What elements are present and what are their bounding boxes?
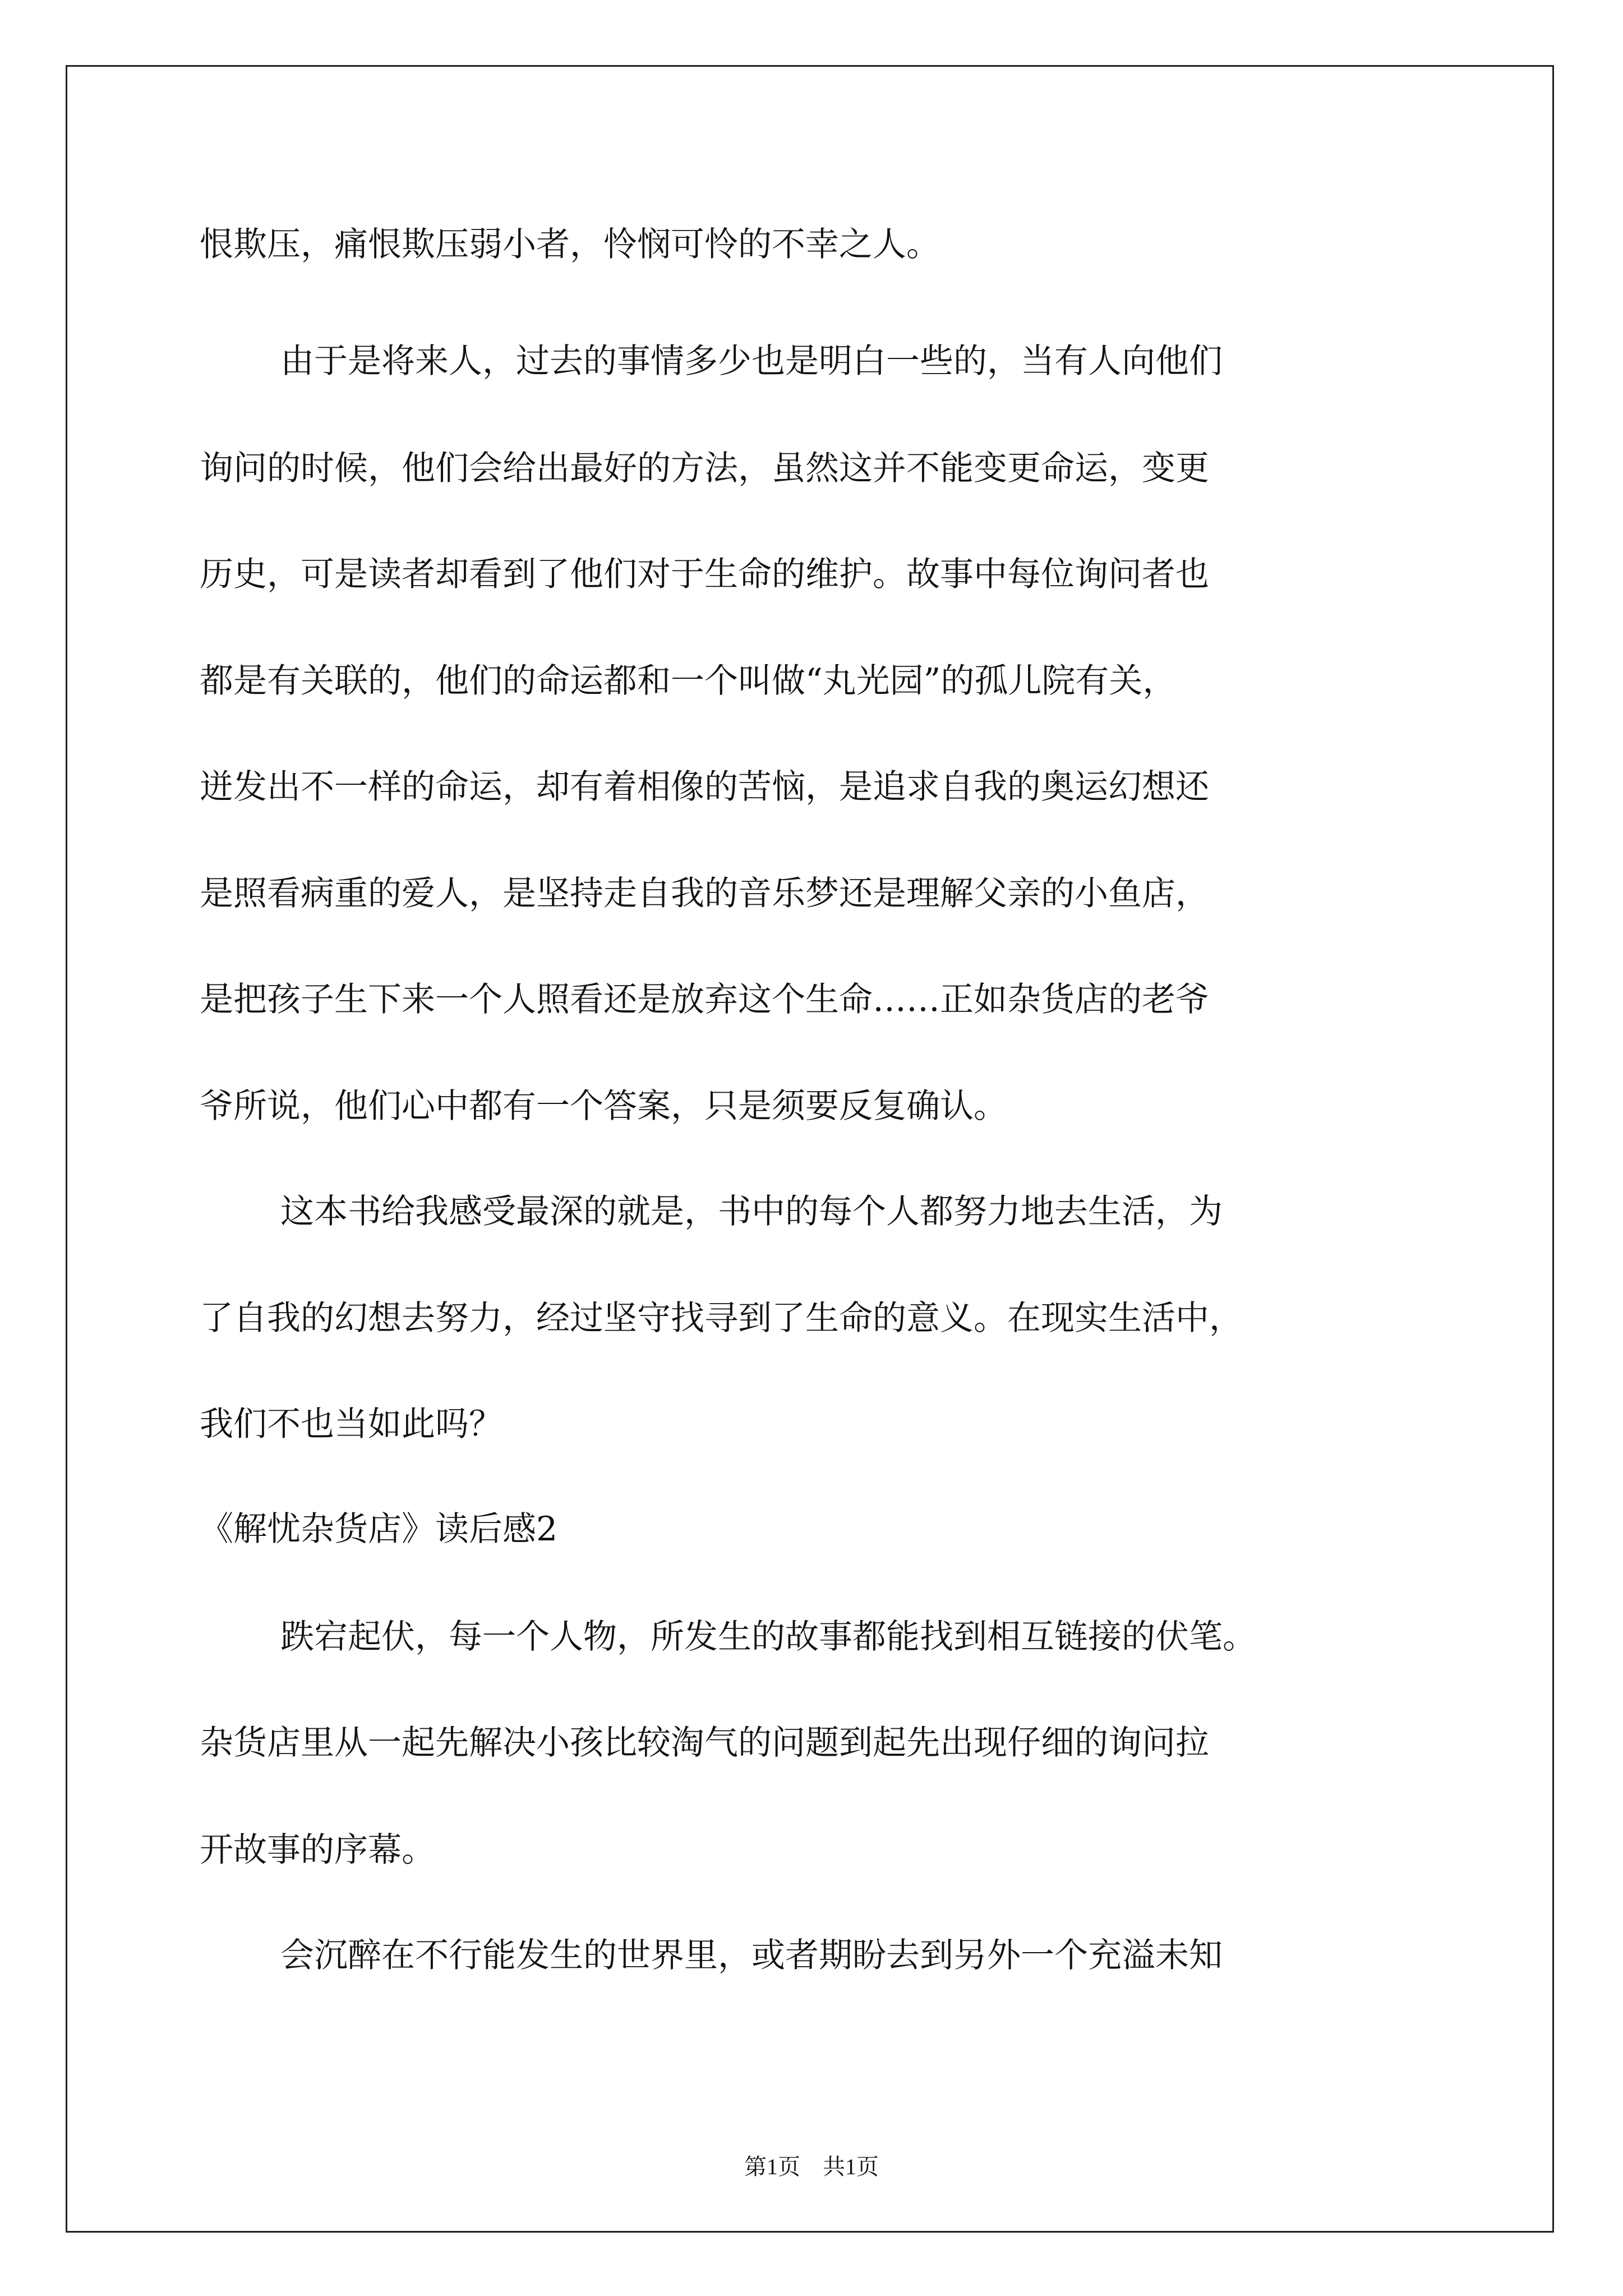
page-border (66, 65, 1554, 2233)
text-line: 是照看病重的爱人，是坚持走自我的音乐梦还是理解父亲的小鱼店， (200, 874, 1209, 913)
text-line: 都是有关联的，他们的命运都和一个叫做“丸光园”的孤儿院有关， (200, 661, 1177, 701)
text-line: 是把孩子生下来一个人照看还是放弃这个生命……正如杂货店的老爷 (200, 980, 1209, 1019)
text-line: 由于是将来人，过去的事情多少也是明白一些的，当有人向他们 (280, 342, 1223, 381)
text-line: 询问的时候，他们会给出最好的方法，虽然这并不能变更命运，变更 (200, 449, 1209, 488)
text-line: 开故事的序幕。 (200, 1830, 435, 1870)
text-line: 跌宕起伏，每一个人物，所发生的故事都能找到相互链接的伏笔。 (280, 1617, 1256, 1657)
text-line: 迸发出不一样的命运，却有着相像的苦恼，是追求自我的奥运幻想还 (200, 767, 1209, 807)
text-line: 我们不也当如此吗？ (200, 1405, 502, 1444)
text-line: 会沉醉在不行能发生的世界里，或者期盼去到另外一个充溢未知 (280, 1936, 1223, 1975)
text-line: 历史，可是读者却看到了他们对于生命的维护。故事中每位询问者也 (200, 555, 1209, 594)
text-line: 爷所说，他们心中都有一个答案，只是须要反复确认。 (200, 1087, 1007, 1126)
section-title: 《解忧杂货店》读后感2 (200, 1510, 558, 1549)
text-line: 了自我的幻想去努力，经过坚守找寻到了生命的意义。在现实生活中， (200, 1299, 1243, 1338)
page-footer: 第1页 共1页 (744, 2154, 879, 2179)
text-line: 恨欺压，痛恨欺压弱小者，怜悯可怜的不幸之人。 (200, 225, 940, 264)
text-line: 杂货店里从一起先解决小孩比较淘气的问题到起先出现仔细的询问拉 (200, 1723, 1209, 1763)
text-line: 这本书给我感受最深的就是，书中的每个人都努力地去生活，为 (280, 1192, 1223, 1231)
